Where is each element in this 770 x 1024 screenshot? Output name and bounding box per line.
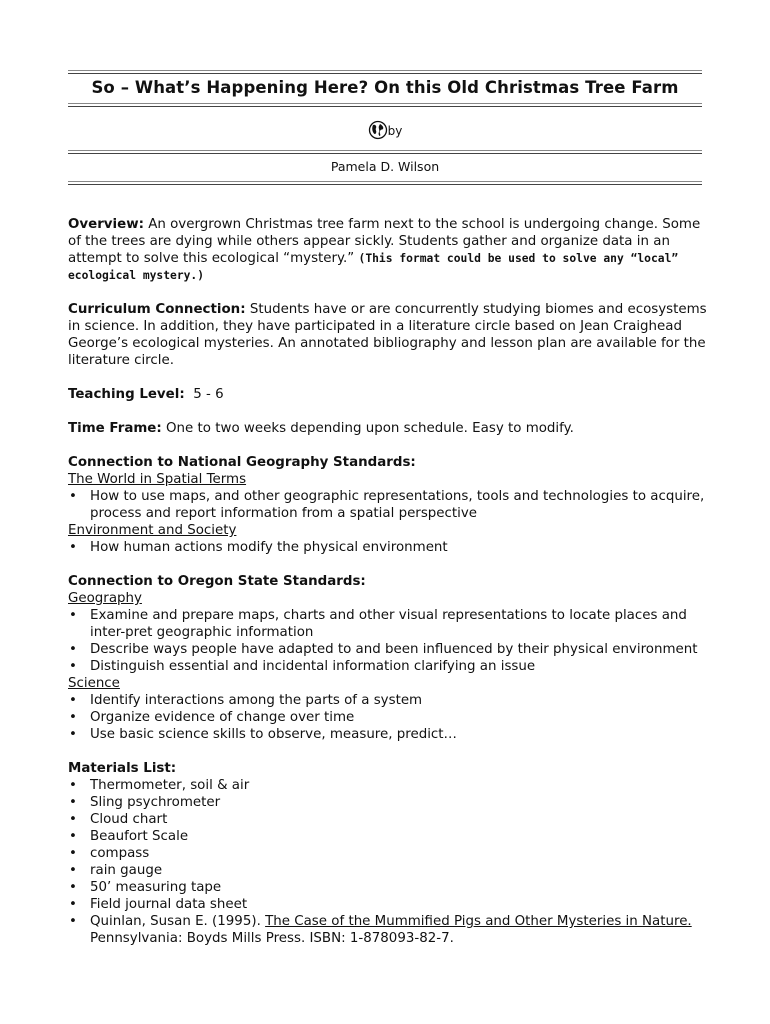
divider <box>68 150 702 151</box>
teaching-level-value: 5 - 6 <box>193 387 224 402</box>
list-item: • Cloud chart <box>69 812 168 827</box>
author-name: Pamela D. Wilson <box>330 159 440 174</box>
divider <box>68 73 702 74</box>
time-frame-value: One to two weeks depending upon schedule. Easy to modify. <box>166 421 574 436</box>
list-item: • How human actions modify the physical environment <box>69 540 448 555</box>
list-item: • Describe ways people have adapted to and been influenced by their physical environment <box>69 642 698 657</box>
time-frame <box>68 420 708 437</box>
section-heading: Environment and Society <box>68 523 237 538</box>
by-label: by <box>387 124 403 138</box>
bullet-list <box>68 607 708 675</box>
time-frame-label: Time Frame: <box>68 421 162 436</box>
curriculum-label: Curriculum Connection: <box>68 302 246 317</box>
list-item: • 50’ measuring tape <box>69 880 222 895</box>
oregon-standards-label: Connection to Oregon State Standards: <box>68 574 366 589</box>
byline <box>0 120 770 140</box>
divider <box>68 184 702 185</box>
list-item: • Examine and prepare maps, charts and other visual representations to locate places and inter-pret geographic information <box>69 608 687 640</box>
book-title: The Case of the Mummified Pigs and Other Mysteries in Nature. <box>265 914 692 929</box>
list-item: • Identify interactions among the parts of a system <box>69 693 423 708</box>
overview-text: An overgrown Christmas tree farm next to the school is undergoing change. Some of the trees are dying while others appear sickly. Students gather and organize data in an attempt to solve this ecological “mystery.” <box>68 217 701 266</box>
materials-label: Materials List: <box>68 761 177 776</box>
document-title: So – What’s Happening Here? On this Old Christmas Tree Farm <box>91 78 679 97</box>
section-heading: The World in Spatial Terms <box>68 472 247 487</box>
list-item: • Organize evidence of change over time <box>69 710 355 725</box>
list-item: • compass <box>69 846 150 861</box>
globe-icon <box>368 120 388 140</box>
divider <box>68 70 702 71</box>
document-body <box>68 216 708 947</box>
overview-label: Overview: <box>68 217 144 232</box>
materials-list <box>68 777 708 947</box>
list-item: • Thermometer, soil & air <box>69 778 250 793</box>
bullet-list <box>68 488 708 522</box>
list-item: • Sling psychrometer <box>69 795 221 810</box>
bullet-list <box>68 539 708 556</box>
list-item: • How to use maps, and other geographic representations, tools and technologies to acquire, process and report information from a spatial perspective <box>69 489 705 521</box>
curriculum-paragraph <box>68 301 708 369</box>
bullet-list <box>68 692 708 743</box>
section-heading: Science <box>68 676 120 691</box>
list-item: • rain gauge <box>69 863 163 878</box>
list-item: • Use basic science skills to observe, measure, predict… <box>69 727 457 742</box>
overview-note: (This format could be used to solve any “local” ecological mystery.) <box>68 252 679 282</box>
section-heading: Geography <box>68 591 142 606</box>
citation-item: • Quinlan, Susan E. (1995). The Case of the Mummified Pigs and Other Mysteries in Nature. Pennsylvania: Boyds Mills Press. ISBN: 1-878093-82-7. <box>69 914 692 946</box>
national-standards-label: Connection to National Geography Standards: <box>68 455 416 470</box>
divider <box>68 153 702 154</box>
list-item: • Distinguish essential and incidental information clarifying an issue <box>69 659 536 674</box>
list-item: • Field journal data sheet <box>69 897 248 912</box>
divider <box>68 181 702 182</box>
teaching-level-label: Teaching Level: <box>68 387 185 402</box>
list-item: • Beaufort Scale <box>69 829 189 844</box>
overview-paragraph <box>68 216 708 284</box>
divider <box>68 103 702 104</box>
teaching-level <box>68 386 708 403</box>
divider <box>68 106 702 107</box>
curriculum-text: Students have or are concurrently studying biomes and ecosystems in science. In addition, they have participated in a literature circle based on Jean Craighead George’s ecological mysteries. An annotated bibliography and lesson plan are available for the literature circle. <box>68 302 707 368</box>
